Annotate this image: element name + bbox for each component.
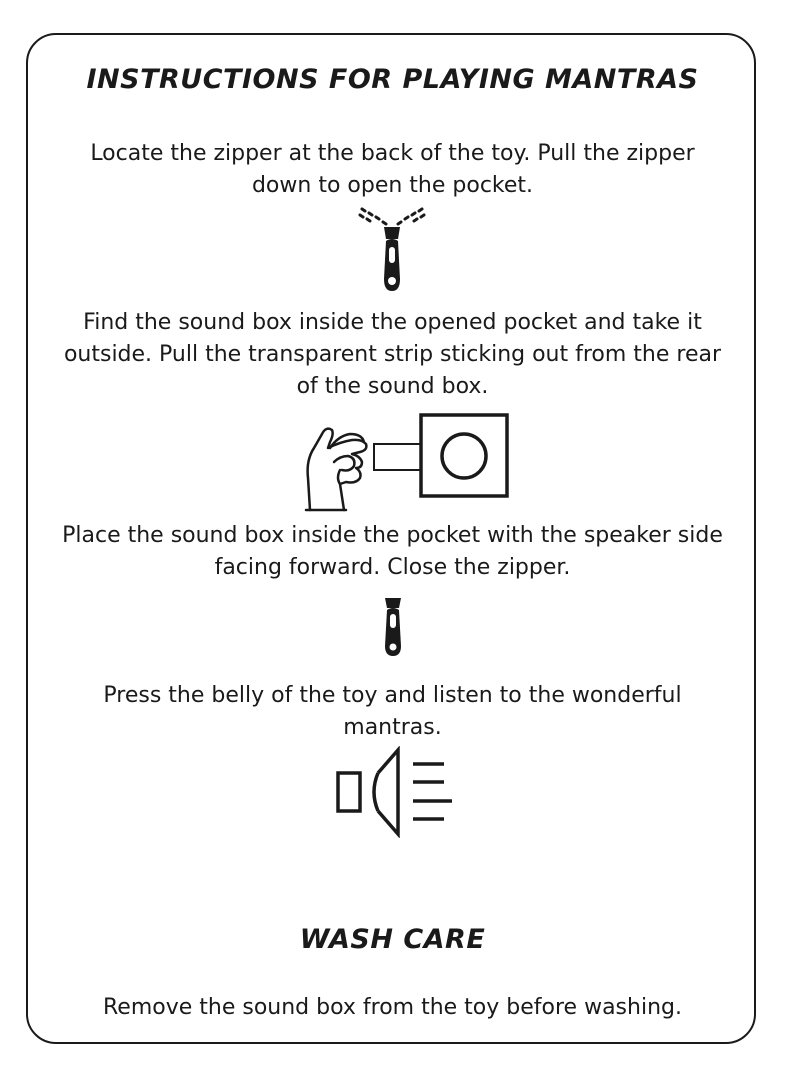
zipper-closed-icon (380, 596, 406, 658)
zipper-open-icon (356, 203, 428, 293)
hand-pull-strip-icon (300, 412, 512, 516)
speaker-sound-icon (334, 746, 454, 838)
step-1-text: Locate the zipper at the back of the toy. Pull the zipper down to open the pocket. (90, 141, 695, 198)
step-3-text: Place the sound box inside the pocket with the speaker side facing forward. Close the zipper. (62, 523, 723, 580)
page-title: INSTRUCTIONS FOR PLAYING MANTRAS (86, 64, 699, 95)
wash-care-heading: WASH CARE (299, 924, 486, 955)
step-4-text: Press the belly of the toy and listen to the wonderful mantras. (103, 683, 682, 740)
step-2-text: Find the sound box inside the opened pocket and take it outside. Pull the transparent strip sticking out from the rear of the sound box. (63, 310, 722, 399)
wash-care-text: Remove the sound box from the toy before washing. (103, 995, 682, 1020)
